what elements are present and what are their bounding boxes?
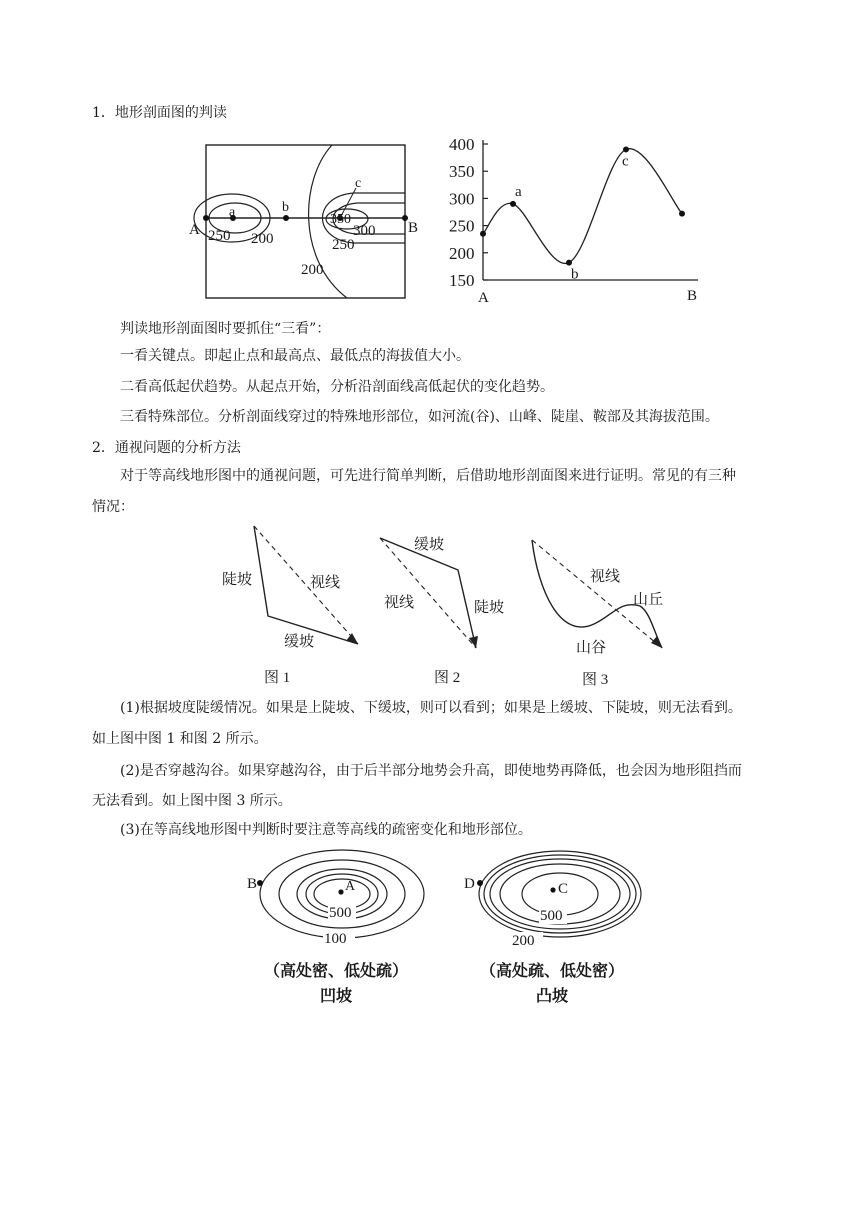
steep-label: 陡坡 <box>474 600 505 616</box>
peak-a-label: a <box>229 205 236 220</box>
contour-label-300: 300 <box>353 223 376 239</box>
profile-point-4 <box>679 211 685 217</box>
sight-label: 视线 <box>590 569 621 585</box>
y-tick-label-350: 350 <box>449 162 475 182</box>
contour-map <box>182 140 426 305</box>
point-a-dot <box>338 889 343 894</box>
sight-line <box>254 526 358 644</box>
caption: 图 2 <box>434 670 461 686</box>
figure-1 <box>210 520 380 695</box>
para3: (3)在等高线地形图中判断时要注意等高线的疏密变化和地形部位。 <box>120 822 532 838</box>
gentle-label: 缓坡 <box>414 537 445 553</box>
concave-slope-figure <box>240 848 452 1018</box>
concave-note: （高处密、低处疏） <box>264 963 409 980</box>
section1-heading: 1．地形剖面图的判读 <box>92 105 227 121</box>
contour-label-200-west: 200 <box>251 231 274 247</box>
caption: 图 3 <box>582 672 609 688</box>
section2-heading: 2．通视问题的分析方法 <box>92 440 241 456</box>
sight-label: 视线 <box>384 595 415 611</box>
contour-label-350: 350 <box>330 212 351 227</box>
point-d-label: D <box>464 876 475 892</box>
arrow-head <box>346 633 358 644</box>
figure-2 <box>370 520 520 695</box>
y-tick-label-300: 300 <box>449 189 475 209</box>
hill-label: 山丘 <box>633 592 664 608</box>
contour-label-250-east: 250 <box>332 237 355 253</box>
gentle-label: 缓坡 <box>284 634 315 650</box>
profile-point-label-b: b <box>571 266 579 283</box>
point-b-label: B <box>408 220 419 236</box>
caption: 图 1 <box>264 670 291 686</box>
section1-item-3: 三看特殊部位。分析剖面线穿过的特殊地形部位，如河流(谷)、山峰、陡崖、鞍部及其海拔范围。 <box>120 409 719 425</box>
section1-item-2: 二看高低起伏趋势。从起点开始，分析沿剖面线高低起伏的变化趋势。 <box>120 379 554 395</box>
valley-label: 山谷 <box>576 640 607 656</box>
section2-intro-line1: 对于等高线地形图中的通视问题，可先进行简单判断，后借助地形剖面图来进行证明。常见的有三种 <box>120 468 736 484</box>
point-a-label: A <box>189 222 200 238</box>
peak-c-label: c <box>355 176 362 191</box>
bottom-value-label: 100 <box>324 931 347 947</box>
para2-line2: 无法看到。如上图中图 3 所示。 <box>92 793 292 809</box>
profile-point-label-a: a <box>515 183 522 200</box>
point-a-label: A <box>345 879 356 894</box>
profile-point-c <box>623 146 629 152</box>
y-tick-label-400: 400 <box>449 135 475 154</box>
sight-line <box>380 538 476 648</box>
contour-label-250-west: 250 <box>208 228 231 244</box>
point-c-label: C <box>558 881 569 897</box>
section1-item-1: 一看关键点。即起止点和最高点、最低点的海拔值大小。 <box>120 348 470 364</box>
arrow-head <box>651 636 662 648</box>
top-value-label: 500 <box>329 905 352 921</box>
figure-3 <box>520 520 680 695</box>
point-b-label: B <box>247 876 258 892</box>
x-end-label: B <box>687 288 698 304</box>
y-tick-label-250: 250 <box>449 216 475 236</box>
concave-name: 凹坡 <box>320 988 353 1005</box>
point-a-dot <box>203 215 209 221</box>
y-tick-label-200: 200 <box>449 243 475 263</box>
contour-label-200-east: 200 <box>301 262 324 278</box>
para1-line2: 如上图中图 1 和图 2 所示。 <box>92 731 268 747</box>
point-d-dot <box>477 880 483 886</box>
saddle-b-label: b <box>282 200 289 215</box>
saddle-b-dot <box>283 215 289 221</box>
point-c-dot <box>550 887 555 892</box>
profile-point-a <box>510 201 516 207</box>
profile-point-b <box>566 260 572 266</box>
profile-point-label-c: c <box>622 153 629 170</box>
section2-intro-line2: 情况： <box>92 499 134 515</box>
para2-line1: (2)是否穿越沟谷。如果穿越沟谷，由于后半部分地势会升高，即使地势再降低，也会因为地形阻挡而 <box>120 763 742 779</box>
sight-label: 视线 <box>310 575 341 591</box>
point-b-dot <box>257 880 263 886</box>
convex-note: （高处疏、低处密） <box>480 963 625 980</box>
para1-line1: (1)根据坡度陡缓情况。如果是上陡坡、下缓坡，则可以看到；如果是上缓坡、下陡坡，则无法看到。 <box>120 700 742 716</box>
section1-intro: 判读地形剖面图时要抓住“三看”： <box>120 321 331 337</box>
profile-chart <box>440 130 712 310</box>
x-start-label: A <box>478 290 489 306</box>
top-value-label: 500 <box>540 908 563 924</box>
steep-label: 陡坡 <box>222 572 253 588</box>
profile-point-0 <box>480 231 486 237</box>
convex-name: 凸坡 <box>536 988 569 1005</box>
y-tick-label-150: 150 <box>449 271 475 290</box>
bottom-value-label: 200 <box>512 933 535 949</box>
convex-slope-figure <box>460 848 672 1018</box>
